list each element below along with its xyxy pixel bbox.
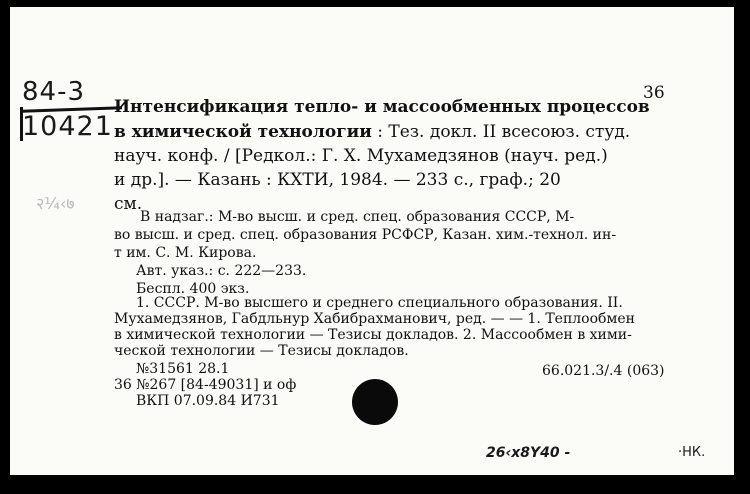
subject-line-4: ческой технологии — Тезисы докладов. <box>114 343 409 359</box>
subject-line-3: в химической технологии — Тезисы докладов. 2. Массообмен в хими- <box>114 327 632 343</box>
handwritten-code-top: 84-3 <box>22 77 86 107</box>
catalog-card <box>10 7 734 475</box>
punched-hole <box>352 379 398 425</box>
title-line-2-rest: : Тез. докл. II всесоюз. студ. <box>371 122 631 142</box>
footer-line-3: ВКП 07.09.84 И731 <box>136 393 280 409</box>
handwritten-bottom-mark-2: ·НК. <box>678 445 706 460</box>
card-number: №31561 28.1 <box>136 361 230 377</box>
handwritten-faint-mark: २¼‹७ <box>36 194 75 213</box>
subject-line-1: 1. СССР. М-во высшего и среднего специального образования. II. <box>136 295 623 311</box>
title-line-1: Интенсификация тепло- и массообменных процессов <box>114 97 650 117</box>
title-line-4: и др.]. — Казань : КХТИ, 1984. — 233 с., граф.; 20 <box>114 170 561 190</box>
title-line-2 <box>114 122 630 142</box>
price-copies: Беспл. 400 экз. <box>136 281 250 297</box>
handwritten-code-bottom: 10421 <box>22 111 113 142</box>
author-index: Авт. указ.: с. 222—233. <box>136 263 307 279</box>
title-line-2-bold: в химической технологии <box>114 122 372 142</box>
handwritten-bottom-mark: 26‹x8Y40 ‐ <box>486 445 571 461</box>
footer-line-2: 36 №267 [84-49031] и оф <box>114 377 297 393</box>
note-line-1: В надзаг.: М-во высш. и сред. спец. образования СССР, М- <box>140 209 575 225</box>
note-line-3: т им. С. М. Кирова. <box>114 245 257 261</box>
page-number: 36 <box>643 83 665 103</box>
title-line-5: см. <box>114 194 143 214</box>
subject-line-2: Мухамедзянов, Габдльнур Хабибрахманович, ред. — — 1. Теплообмен <box>114 311 635 327</box>
udc-code: 66.021.3/.4 (063) <box>542 363 665 379</box>
title-line-3: науч. конф. / [Редкол.: Г. Х. Мухамедзянов (науч. ред.) <box>114 146 608 166</box>
note-line-2: во высш. и сред. спец. образования РСФСР, Казан. хим.-технол. ин- <box>114 227 617 243</box>
